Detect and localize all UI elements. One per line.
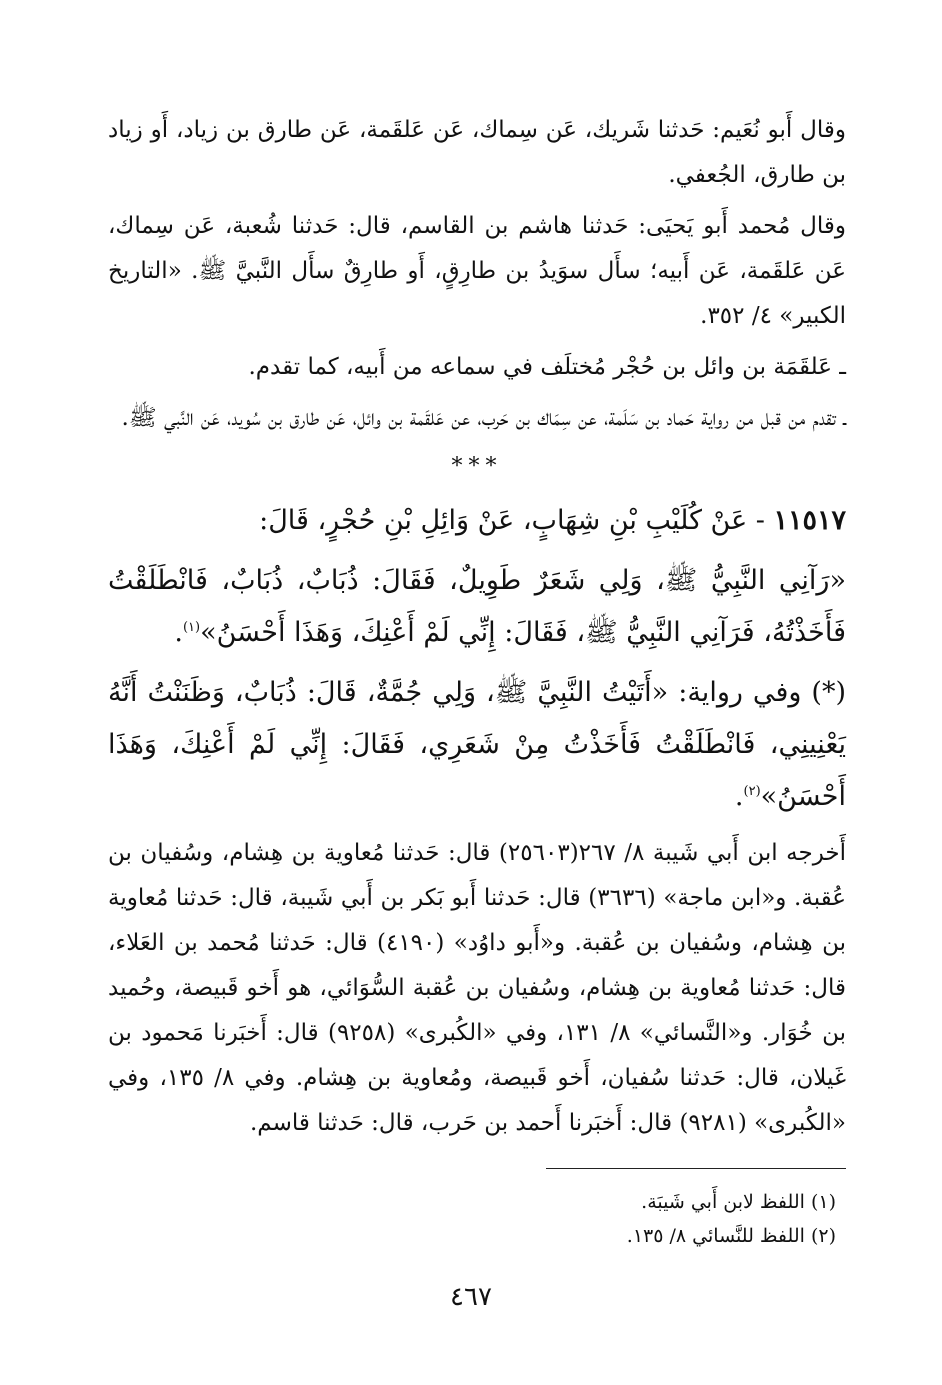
footnote-1: (١) اللفظ لابن أَبي شَيبَة. — [641, 1191, 836, 1213]
footnote-divider — [546, 1168, 846, 1169]
takhrij-paragraph: أَخرجه ابن أَبي شَيبة ٨/ ٢٦٧(٢٥٦٠٣) قال: حَدثنا مُعاوية بن هِشام، وسُفيان بن عُقبة. و«ابن ماجة» (٣٦٣٦) قال: حَدثنا أَبو بَكر بن أَبي شَيبة، قال: حَدثنا مُعاوية بن هِشام، وسُفيان بن عُقبة. و«أَبو داوُد» (٤١٩٠) قال: حَدثنا مُحمد بن العَلاء، قال: حَدثنا مُعاوية بن هِشام، وسُفيان بن عُقبة السُّوَائي، هو أَخو قَبيصة، وحُميد بن خُوَار. و«النَّسائي» ٨/ ١٣١، وفي «الكُبرى» (٩٢٥٨) قال: أَخبَرنا مَحمود بن غَيلان، قال: حَدثنا سُفيان، أَخو قَبيصة، ومُعاوية بن هِشام. وفي ٨/ ١٣٥، وفي «الكُبرى» (٩٢٨١) قال: أَخبَرنا أَحمد بن حَرب، قال: حَدثنا قاسم. — [108, 840, 846, 1136]
hadith-header — [108, 495, 846, 547]
hadith-variant-block: (*) وفي رواية: «أَتَيْتُ النَّبِيَّ ﷺ، وَلِي جُمَّةٌ، قَالَ: ذُبَابٌ، وَظَنَنْتُ أَنَّهُ يَعْنِينِي، فَانْطَلَقْتُ فَأَخَذْتُ مِنْ شَعَرِي، فَقَالَ: إِنِّي لَمْ أَعْنِكَ، وَهَذَا أَحْسَنُ»$^{(٢)}$. — [108, 677, 846, 812]
hadith-matn: «رَآنِي النَّبِيُّ ﷺ، وَلِي شَعَرٌ طَوِيلٌ، فَقَالَ: ذُبَابٌ، ذُبَابٌ، فَانْطَلَقْتُ فَأَخَذْتُهُ، فَرَآنِي النَّبِيُّ ﷺ، فَقَالَ: إِنِّي لَمْ أَعْنِكَ، وَهَذَا أَحْسَنُ» — [108, 565, 846, 648]
footnote-2: (٢) اللفظ للنَّسائي ٨/ ١٣٥. — [626, 1225, 836, 1247]
hadith-isnad: - عَنْ كُلَيْبِ بْنِ شِهَابٍ، عَنْ وَائِلِ بْنِ حُجْرٍ، قَالَ: — [259, 505, 765, 536]
paragraph-1: وقال أَبو نُعَيم: حَدثنا شَريك، عَن سِماك، عَن عَلقَمة، عَن طارق بن زياد، أَو زياد بن طارق، الجُعفي. — [108, 117, 846, 188]
paragraph-3: ـ عَلقَمَة بن وائل بن حُجْر مُختلَف في سماعه من أَبيه، كما تقدم. — [248, 354, 846, 380]
paragraph-2: وقال مُحمد أَبو يَحيَى: حَدثنا هاشم بن القاسم، قال: حَدثنا شُعبة، عَن سِماك، عَن عَلقَمة، عَن أَبيه؛ سأَل سوَيدُ بن طارِقٍ، أَو طارِقٌ سأَل النَّبيَّ ﷺ. «التاريخ الكبير» ٤/ ٣٥٢. — [108, 213, 846, 329]
page-number: ٤٦٧ — [450, 1282, 492, 1312]
hadith-matn-block: «رَآنِي النَّبِيُّ ﷺ، وَلِي شَعَرٌ طَوِيلٌ، فَقَالَ: ذُبَابٌ، ذُبَابٌ، فَانْطَلَقْتُ فَأَخَذْتُهُ، فَرَآنِي النَّبِيُّ ﷺ، فَقَالَ: إِنِّي لَمْ أَعْنِكَ، وَهَذَا أَحْسَنُ»$^{(١)}$. — [108, 565, 846, 648]
hadith-number: ١١٥١٧ — [773, 505, 846, 536]
hadith-variant: (*) وفي رواية: «أَتَيْتُ النَّبِيَّ ﷺ، وَلِي جُمَّةٌ، قَالَ: ذُبَابٌ، وَظَنَنْتُ أَنَّهُ يَعْنِينِي، فَانْطَلَقْتُ فَأَخَذْتُ مِنْ شَعَرِي، فَقَالَ: إِنِّي لَمْ أَعْنِكَ، وَهَذَا أَحْسَنُ» — [108, 677, 846, 812]
footnote-ref-1: (١) — [182, 620, 201, 635]
paragraph-4: ـ تقدم من قبل من رواية حَماد بن سَلَمة، عن سِمَاك بن حَرب، عن عَلقَمة بن وائل، عَن طارق بن سُويد، عَن النَّبي ﷺ. — [121, 405, 846, 431]
section-separator: *** — [451, 454, 503, 479]
footnote-ref-2: (٢) — [743, 784, 761, 799]
